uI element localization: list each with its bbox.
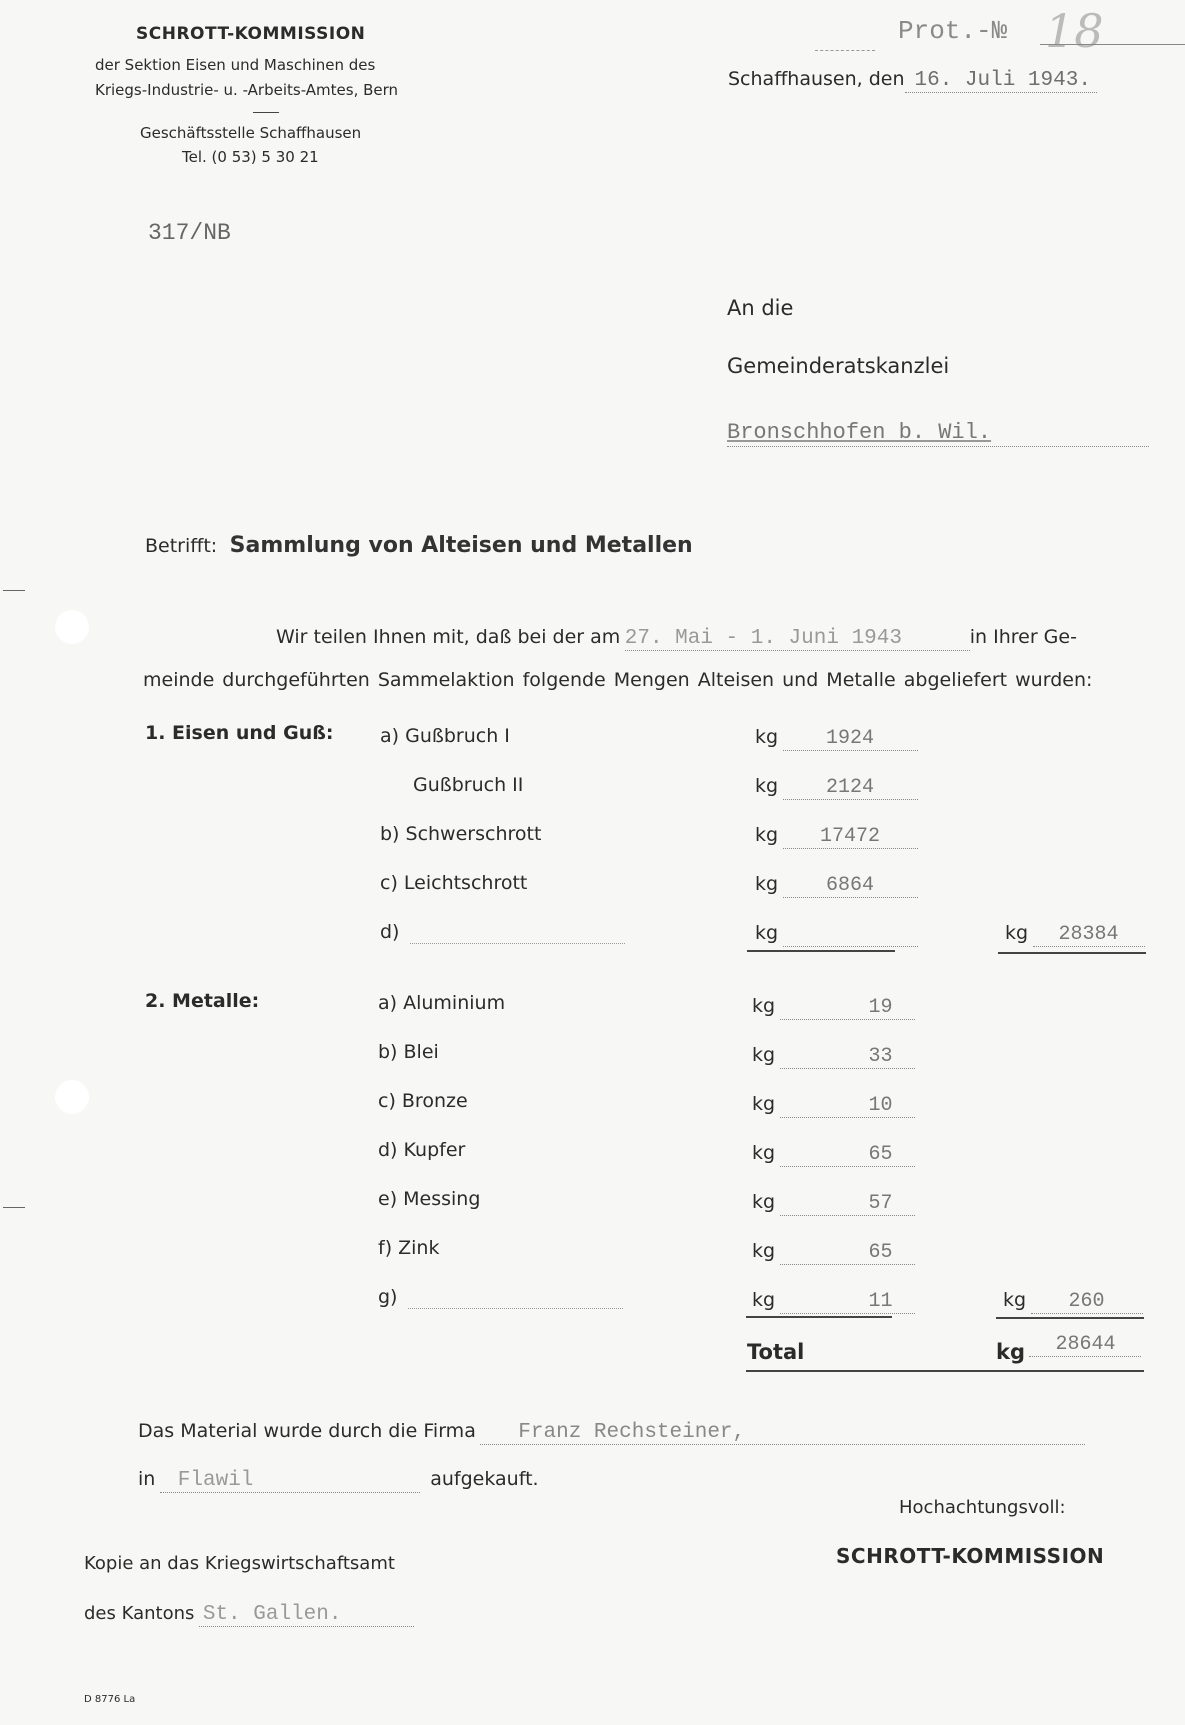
item-value: 19 bbox=[868, 996, 893, 1019]
item-label: e) Messing bbox=[378, 1188, 481, 1210]
firm-place: Flawil bbox=[177, 1469, 254, 1492]
item-label: a) Aluminium bbox=[378, 992, 506, 1014]
fold-mark-top bbox=[3, 590, 25, 591]
protocol-value: 18 bbox=[1045, 4, 1104, 58]
item-label: d) Kupfer bbox=[378, 1139, 466, 1161]
letterhead-separator bbox=[253, 112, 279, 113]
section-metals-subtotal: kg 260 bbox=[1003, 1289, 1143, 1314]
item-label: c) Bronze bbox=[378, 1090, 468, 1112]
form-code: D 8776 La bbox=[84, 1694, 136, 1705]
firm-suffix: aufgekauft. bbox=[430, 1468, 539, 1490]
item-value: 11 bbox=[868, 1290, 893, 1313]
total-label: Total bbox=[747, 1340, 805, 1364]
intro-part1: Wir teilen Ihnen mit, daß bei der am bbox=[276, 626, 621, 648]
punch-hole-bottom bbox=[55, 1080, 89, 1114]
firm-place-line bbox=[138, 1468, 539, 1493]
total-value: 28644 bbox=[1055, 1333, 1116, 1356]
item-amount: kg 19 bbox=[752, 995, 915, 1020]
protocol-label: Prot.-№ bbox=[898, 16, 1008, 46]
item-label: b) Blei bbox=[378, 1041, 439, 1063]
closing-greeting: Hochachtungsvoll: bbox=[899, 1497, 1066, 1518]
item-amount: kg 2124 bbox=[755, 775, 918, 800]
item-label: d) bbox=[380, 921, 400, 943]
letterhead-office: Geschäftsstelle Schaffhausen bbox=[140, 124, 362, 142]
item-value: 17472 bbox=[820, 825, 881, 848]
item-label: a) Gußbruch I bbox=[380, 725, 510, 747]
copy-prefix: des Kantons bbox=[84, 1603, 195, 1624]
firm-line bbox=[138, 1420, 1085, 1445]
item-amount: kg 57 bbox=[752, 1191, 915, 1216]
item-amount: kg 65 bbox=[752, 1240, 915, 1265]
copy-canton: St. Gallen. bbox=[202, 1603, 342, 1626]
subtotal-value: 28384 bbox=[1058, 923, 1119, 946]
item-amount: kg 17472 bbox=[755, 824, 918, 849]
firm-prefix: Das Material wurde durch die Firma bbox=[138, 1420, 476, 1442]
subject bbox=[145, 533, 693, 558]
recipient-place: Bronschhofen b. Wil. bbox=[727, 420, 992, 445]
item-amount: kg 33 bbox=[752, 1044, 915, 1069]
item-value: 6864 bbox=[826, 874, 875, 897]
place-date-prefix: Schaffhausen, den bbox=[728, 68, 905, 90]
item-value: 33 bbox=[868, 1045, 893, 1068]
item-amount: kg 11 bbox=[752, 1289, 915, 1314]
total-amount: kg 28644 bbox=[996, 1340, 1141, 1367]
reference-number: 317/NB bbox=[148, 220, 231, 246]
letterhead-line2: Kriegs-Industrie- u. -Arbeits-Amtes, Bern bbox=[95, 81, 399, 99]
place-date bbox=[728, 68, 1097, 93]
item-amount: kg 6864 bbox=[755, 873, 918, 898]
item-amount: kg 65 bbox=[752, 1142, 915, 1167]
item-value: 1924 bbox=[826, 727, 875, 750]
item-blank-line bbox=[380, 921, 625, 944]
section-metals-heading: 2. Metalle: bbox=[145, 990, 260, 1012]
firm-name: Franz Rechsteiner, bbox=[518, 1421, 746, 1444]
intro-line1 bbox=[276, 626, 1077, 651]
recipient-line1: An die bbox=[727, 296, 794, 320]
item-label: c) Leichtschrott bbox=[380, 872, 528, 894]
subject-label: Betrifft: bbox=[145, 535, 218, 557]
fold-mark-bottom bbox=[3, 1207, 25, 1208]
item-amount: kg bbox=[755, 922, 918, 947]
letterhead-line1: der Sektion Eisen und Maschinen des bbox=[95, 56, 376, 74]
letterhead-org: SCHROTT-KOMMISSION bbox=[136, 24, 366, 44]
firm-in-label: in bbox=[138, 1468, 156, 1490]
item-label: f) Zink bbox=[378, 1237, 440, 1259]
item-value: 65 bbox=[868, 1143, 893, 1166]
subject-text: Sammlung von Alteisen und Metallen bbox=[229, 533, 693, 558]
intro-part2: in Ihrer Ge- bbox=[969, 626, 1077, 648]
subtotal-value: 260 bbox=[1068, 1290, 1105, 1313]
item-label: b) Schwerschrott bbox=[380, 823, 542, 845]
recipient-line2: Gemeinderatskanzlei bbox=[727, 354, 950, 378]
closing-signature: SCHROTT-KOMMISSION bbox=[836, 1544, 1105, 1568]
letterhead-phone: Tel. (0 53) 5 30 21 bbox=[182, 148, 319, 166]
item-amount: kg 10 bbox=[752, 1093, 915, 1118]
section-iron-subtotal: kg 28384 bbox=[1005, 922, 1145, 947]
copy-line1: Kopie an das Kriegswirtschaftsamt bbox=[84, 1553, 395, 1574]
letter-date: 16. Juli 1943. bbox=[914, 69, 1091, 92]
item-value: 2124 bbox=[826, 776, 875, 799]
recipient-place-field bbox=[727, 420, 1149, 447]
item-value: 10 bbox=[868, 1094, 893, 1117]
copy-line2 bbox=[84, 1603, 414, 1627]
punch-hole-top bbox=[55, 610, 89, 644]
item-value: 57 bbox=[868, 1192, 893, 1215]
item-label: Gußbruch II bbox=[413, 774, 524, 796]
intro-line2: meinde durchgeführten Sammelaktion folgende Mengen Alteisen und Metalle abgeliefert wurden: bbox=[143, 669, 1093, 691]
item-blank-line bbox=[378, 1286, 623, 1309]
item-amount: kg 1924 bbox=[755, 726, 918, 751]
item-value: 65 bbox=[868, 1241, 893, 1264]
item-label: g) bbox=[378, 1286, 398, 1308]
section-iron-heading: 1. Eisen und Guß: bbox=[145, 722, 334, 744]
collection-period: 27. Mai - 1. Juni 1943 bbox=[624, 627, 902, 650]
